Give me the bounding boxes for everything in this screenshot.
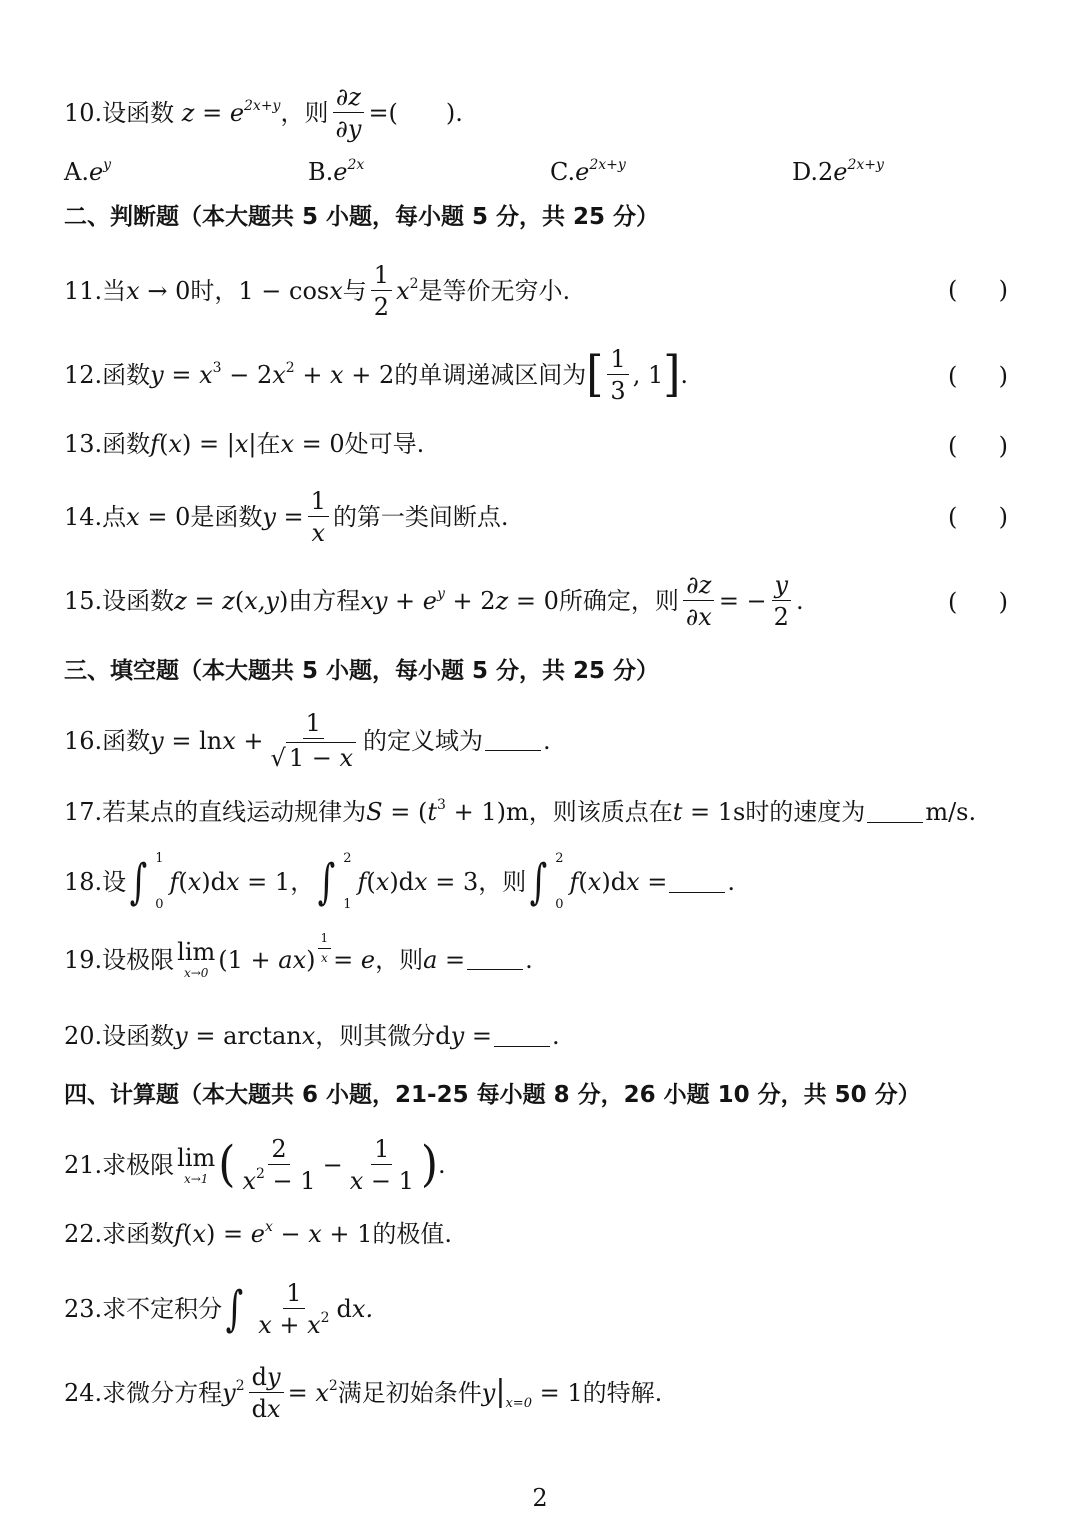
section-heading-2: 二、判断题（本大题共 5 小题，每小题 5 分，共 25 分） (64, 204, 660, 230)
option-d: $D.2e^{2x+y}$ (792, 157, 884, 186)
question-10: 10.设函数 $z = e^{2x+y}$ ，则 $\frac{\partial z}{\partial y}$ =( ). (64, 83, 463, 144)
section-heading-4: 四、计算题（本大题共 6 小题，21-25 每小题 8 分，26 小题 10 分，共 50 分） (64, 1082, 921, 1108)
question-12: 12.函数 $y = x^3 - 2x^2 + x + 2$ 的单调递减区间为 [ $\frac{1}{3}$ , 1 ] . (64, 345, 689, 406)
page-number: 2 (532, 1484, 548, 1512)
option-c: $C.e^{2x+y}$ (550, 157, 626, 186)
question-20: 20.设函数 y = arctanx ，则其微分 dy = . (64, 1022, 560, 1050)
question-15: 15.设函数 z = z(x,y) 由方程 xy + $e^y + 2z = 0$ 所确定，则 $\frac{\partial z}{\partial x}$ = − $\frac{y}{2}$ . (64, 571, 804, 632)
answer-parens: ( ) (948, 503, 1008, 531)
answer-parens: ( ) (948, 362, 1008, 390)
question-14: 14.点 x = 0 是函数 y = $\frac{1}{x}$ 的第一类间断点. (64, 487, 509, 548)
partial-derivative: $\frac{\partial z}{\partial y}$ (332, 84, 364, 143)
question-22: 22.求函数 $f(x) = e^x - x + 1$ 的极值. (64, 1219, 453, 1248)
section-heading-3: 三、填空题（本大题共 5 小题，每小题 5 分，共 25 分） (64, 658, 660, 684)
question-11: 11.当 x → 0 时， 1 − cosx 与 $\frac{1}{2}$ $x^2$ 是等价无穷小. (64, 261, 571, 322)
answer-parens: ( ) (948, 276, 1008, 304)
question-16: 16.函数 y = lnx + 1 √ 1 − x 的定义域为 . (64, 709, 551, 773)
option-b: $B.e^{2x}$ (308, 157, 365, 186)
question-17: 17.若某点的直线运动规律为 $S = (t^3 + 1)m$ ，则该质点在 t = 1s 时的速度为 m/s. (64, 797, 977, 826)
answer-parens: ( ) (948, 588, 1008, 616)
question-13: 13.函数 f(x) = |x| 在 x = 0 处可导. (64, 430, 425, 458)
answer-parens: ( ) (948, 432, 1008, 460)
question-18: 18.设 ∫ 1 0 f(x)dx = 1 ， ∫ 2 1 f(x)dx = 3 ，则 ∫ 2 0 f(x)dx = . (64, 851, 735, 912)
question-23: 23.求不定积分 ∫ $\frac{1}{x + x^2}$ dx. (64, 1279, 374, 1340)
question-21: 21.求极限 lim x→1 ( $\frac{2}{x^2 - 1}$ − $\frac{1}{x - 1}$ ) . (64, 1135, 446, 1196)
option-a: $A.e^y$ (64, 157, 112, 186)
formula: $z = e^{2x+y}$ (174, 98, 281, 128)
question-19: 19.设极限 lim x→0 (1 + ax) $\frac{1}{x}$ = e ，则 a = . (64, 931, 533, 980)
question-24: 24.求微分方程 $y^2$ $\frac{dy}{dx}$ = $x^2$ 满足初始条件 $y|_{x=0} = 1$ 的特解. (64, 1363, 663, 1424)
